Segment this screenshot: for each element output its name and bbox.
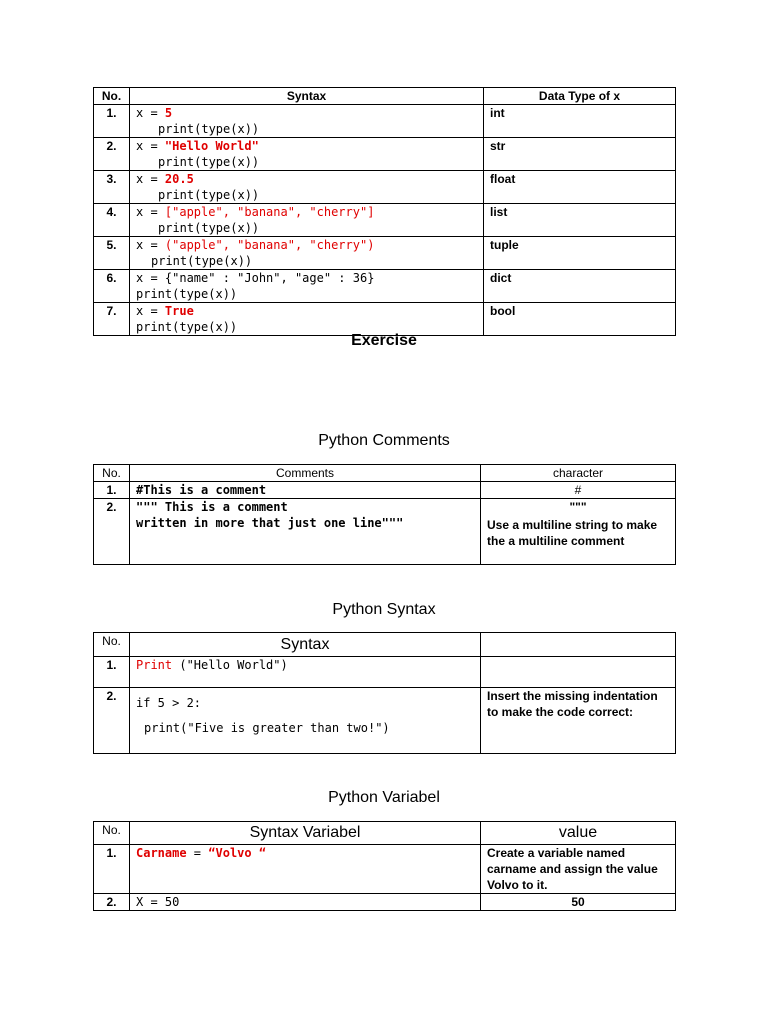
code-value: ("apple", "banana", "cherry") xyxy=(164,238,375,252)
code-value: “Volvo “ xyxy=(208,846,267,860)
code-variable: Carname xyxy=(136,846,187,860)
code-text: x = xyxy=(136,304,165,318)
row-number: 4. xyxy=(94,204,130,237)
code-cell xyxy=(130,688,481,754)
code-text: written in more that just one line""" xyxy=(136,516,404,530)
row-number: 1. xyxy=(94,105,130,138)
data-types-table xyxy=(93,87,676,336)
code-cell xyxy=(130,845,481,894)
row-number: 2. xyxy=(94,688,130,754)
code-text: = xyxy=(186,846,209,860)
table-row xyxy=(94,105,676,138)
note-cell: Insert the missing indentation to make the code correct: xyxy=(481,688,676,754)
code-value: True xyxy=(164,304,194,318)
type-cell: dict xyxy=(484,270,676,303)
code-cell: #This is a comment xyxy=(130,482,481,499)
code-text: print(type(x)) xyxy=(158,221,260,235)
row-number: 2. xyxy=(94,138,130,171)
code-cell: X = 50 xyxy=(130,894,481,911)
col-header-value: value xyxy=(481,822,676,845)
code-text: x = xyxy=(136,106,165,120)
code-text: x = {"name" : "John", "age" : 36} xyxy=(136,271,375,285)
code-text: x = xyxy=(136,139,165,153)
code-text: ("Hello World") xyxy=(172,658,288,672)
col-header-comments: Comments xyxy=(130,465,481,482)
variabel-heading: Python Variabel xyxy=(328,789,440,806)
type-cell: tuple xyxy=(484,237,676,270)
col-header-no: No. xyxy=(94,88,130,105)
code-text: if 5 > 2: xyxy=(136,696,202,710)
code-cell xyxy=(130,499,481,565)
table-row xyxy=(94,482,676,499)
code-cell xyxy=(130,270,484,303)
col-header-syntax: Syntax xyxy=(130,88,484,105)
row-number: 1. xyxy=(94,845,130,894)
code-text: print(type(x)) xyxy=(158,155,260,169)
row-number: 1. xyxy=(94,482,130,499)
code-text: print(type(x)) xyxy=(151,254,253,268)
col-header-no: No. xyxy=(94,465,130,482)
type-cell: float xyxy=(484,171,676,204)
comments-heading: Python Comments xyxy=(318,432,450,449)
table-row xyxy=(94,845,676,894)
comments-table xyxy=(93,464,676,565)
code-text: x = xyxy=(136,205,165,219)
code-text: x = xyxy=(136,172,165,186)
code-value: "Hello World" xyxy=(164,139,259,153)
code-text: print(type(x)) xyxy=(136,287,238,301)
character-cell xyxy=(481,499,676,565)
col-header-no: No. xyxy=(94,822,130,845)
code-cell xyxy=(130,171,484,204)
code-text: print(type(x)) xyxy=(158,188,260,202)
col-header-character: character xyxy=(481,465,676,482)
table-row xyxy=(94,204,676,237)
table-row xyxy=(94,499,676,565)
code-text: print(type(x)) xyxy=(136,320,238,334)
row-number: 1. xyxy=(94,657,130,688)
table-row xyxy=(94,657,676,688)
note-cell: Create a variable named carname and assign the value Volvo to it. xyxy=(481,845,676,894)
code-cell xyxy=(130,204,484,237)
table-row xyxy=(94,138,676,171)
code-cell xyxy=(130,105,484,138)
row-number: 2. xyxy=(94,894,130,911)
col-header-syntax: Syntax xyxy=(130,633,481,657)
col-header-syntax-variabel: Syntax Variabel xyxy=(130,822,481,845)
type-cell: list xyxy=(484,204,676,237)
col-header-note xyxy=(481,633,676,657)
character-note: Use a multiline string to make the a multiline comment xyxy=(487,518,658,548)
col-header-data-type: Data Type of x xyxy=(484,88,676,105)
table-row xyxy=(94,237,676,270)
type-cell: str xyxy=(484,138,676,171)
value-cell: 50 xyxy=(481,894,676,911)
exercise-heading: Exercise xyxy=(351,332,417,349)
type-cell: bool xyxy=(484,303,676,336)
code-value: 20.5 xyxy=(164,172,194,186)
character-cell: # xyxy=(481,482,676,499)
table-row xyxy=(94,688,676,754)
row-number: 7. xyxy=(94,303,130,336)
col-header-no: No. xyxy=(94,633,130,657)
code-value: 5 xyxy=(164,106,173,120)
code-keyword: Print xyxy=(136,658,173,672)
code-text: print("Five is greater than two!") xyxy=(144,721,390,735)
code-text: """ This is a comment xyxy=(136,500,288,514)
character-text: """ xyxy=(569,500,587,514)
row-number: 5. xyxy=(94,237,130,270)
type-cell: int xyxy=(484,105,676,138)
row-number: 6. xyxy=(94,270,130,303)
code-cell xyxy=(130,237,484,270)
table-row xyxy=(94,171,676,204)
note-cell xyxy=(481,657,676,688)
row-number: 2. xyxy=(94,499,130,565)
syntax-heading: Python Syntax xyxy=(332,601,436,618)
variabel-table xyxy=(93,821,676,911)
code-cell xyxy=(130,657,481,688)
table-row xyxy=(94,894,676,911)
code-value: ["apple", "banana", "cherry"] xyxy=(164,205,375,219)
syntax-table xyxy=(93,632,676,754)
code-cell xyxy=(130,138,484,171)
code-text: print(type(x)) xyxy=(158,122,260,136)
code-text: x = xyxy=(136,238,165,252)
row-number: 3. xyxy=(94,171,130,204)
table-row xyxy=(94,270,676,303)
